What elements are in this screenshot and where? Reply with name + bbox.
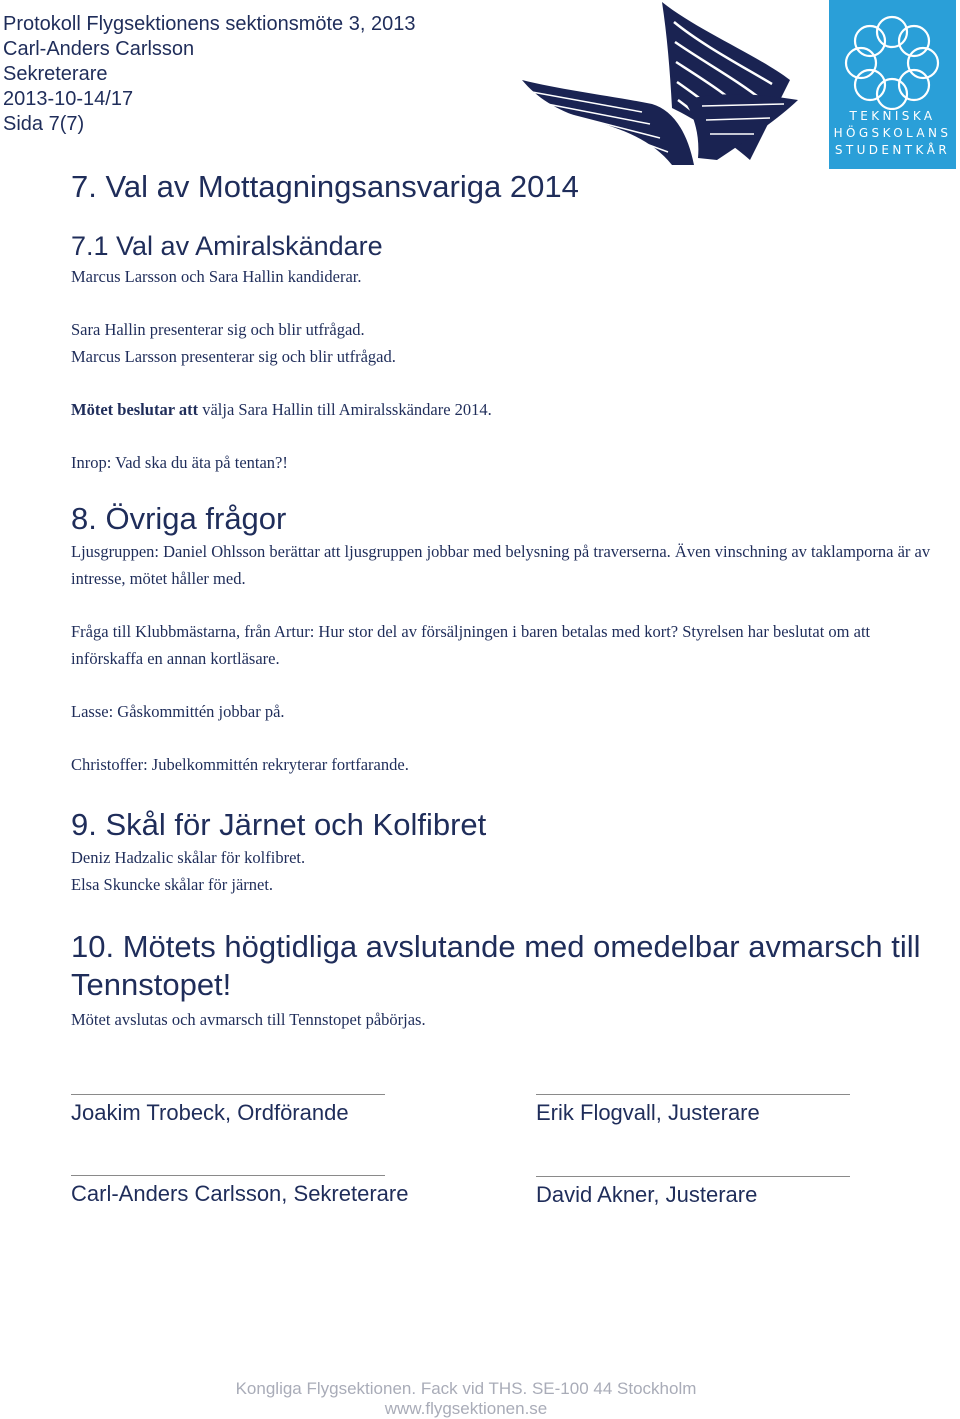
ths-text-line2: HÖGSKOLANS xyxy=(833,126,952,140)
section-9-toast-2: Elsa Skuncke skålar för järnet. xyxy=(71,875,274,894)
signature-block-1 xyxy=(71,1094,385,1127)
footer-address: Kongliga Flygsektionen. Fack vid THS. SE-100 44 Stockholm xyxy=(235,1379,697,1398)
signature-name: David Akner, Justerare xyxy=(536,1182,758,1207)
signature-name: Joakim Trobeck, Ordförande xyxy=(71,1100,349,1125)
signature-line xyxy=(71,1094,385,1095)
signature-line xyxy=(536,1176,850,1177)
flygsektionen-logo xyxy=(522,0,800,168)
ths-text-line1: TEKNISKA xyxy=(849,109,936,123)
section-10-heading: 10. Mötets högtidliga avslutande med omedelbar avmarsch till Tennstopet! xyxy=(71,929,921,1002)
signature-block-4 xyxy=(536,1176,850,1209)
ths-rings-icon xyxy=(829,0,956,110)
section-7-1-decision xyxy=(71,396,931,423)
decision-text: välja Sara Hallin till Amiralsskändare 2014. xyxy=(198,400,492,419)
header-title: Protokoll Flygsektionens sektionsmöte 3, 2013 xyxy=(3,13,416,35)
section-8-paragraph-4: Christoffer: Jubelkommittén rekryterar fortfarande. xyxy=(71,755,409,774)
section-10-paragraph: Mötet avslutas och avmarsch till Tennstopet påbörjas. xyxy=(71,1010,426,1029)
section-7-1-inrop: Inrop: Vad ska du äta på tentan?! xyxy=(71,453,288,472)
signature-line xyxy=(536,1094,850,1095)
document-body xyxy=(71,168,931,1033)
signature-name: Erik Flogvall, Justerare xyxy=(536,1100,760,1125)
ths-logo xyxy=(829,0,956,169)
section-9-heading: 9. Skål för Järnet och Kolfibret xyxy=(71,807,487,842)
footer-website[interactable]: www.flygsektionen.se xyxy=(384,1399,548,1418)
decision-lead: Mötet beslutar att xyxy=(71,400,199,419)
signature-block-3 xyxy=(71,1175,409,1208)
signature-name: Carl-Anders Carlsson, Sekreterare xyxy=(71,1181,409,1206)
signature-line xyxy=(71,1175,385,1176)
section-7-heading: 7. Val av Mottagningsansvariga 2014 xyxy=(71,169,579,204)
section-8-heading: 8. Övriga frågor xyxy=(71,501,287,536)
section-7-1-presentation-2: Marcus Larsson presenterar sig och blir utfrågad. xyxy=(71,347,396,366)
section-8-paragraph-2: Fråga till Klubbmästarna, från Artur: Hur stor del av försäljningen i baren betalas med kort? Styrelsen har beslutat om att införskaffa en annan kortläsare. xyxy=(71,622,871,668)
ths-text-line3: STUDENTKÅR xyxy=(834,143,951,157)
header-author: Carl-Anders Carlsson xyxy=(3,38,195,60)
header-role: Sekreterare xyxy=(3,63,108,85)
section-7-1-candidates: Marcus Larsson och Sara Hallin kandiderar. xyxy=(71,267,362,286)
section-8-paragraph-3: Lasse: Gåskommittén jobbar på. xyxy=(71,702,285,721)
section-8-paragraph-1: Ljusgruppen: Daniel Ohlsson berättar att ljusgruppen jobbar med belysning på traverserna. Även vinschning av taklamporna är av intresse, mötet håller med. xyxy=(71,542,931,588)
header-date: 2013-10-14/17 xyxy=(3,88,134,110)
header-page: Sida 7(7) xyxy=(3,113,85,135)
section-7-1-heading: 7.1 Val av Amiralskändare xyxy=(71,231,383,261)
section-9-toast-1: Deniz Hadzalic skålar för kolfibret. xyxy=(71,848,306,867)
document-header xyxy=(3,12,415,137)
signature-block-2 xyxy=(536,1094,850,1127)
section-7-1-presentation-1: Sara Hallin presenterar sig och blir utfrågad. xyxy=(71,320,365,339)
